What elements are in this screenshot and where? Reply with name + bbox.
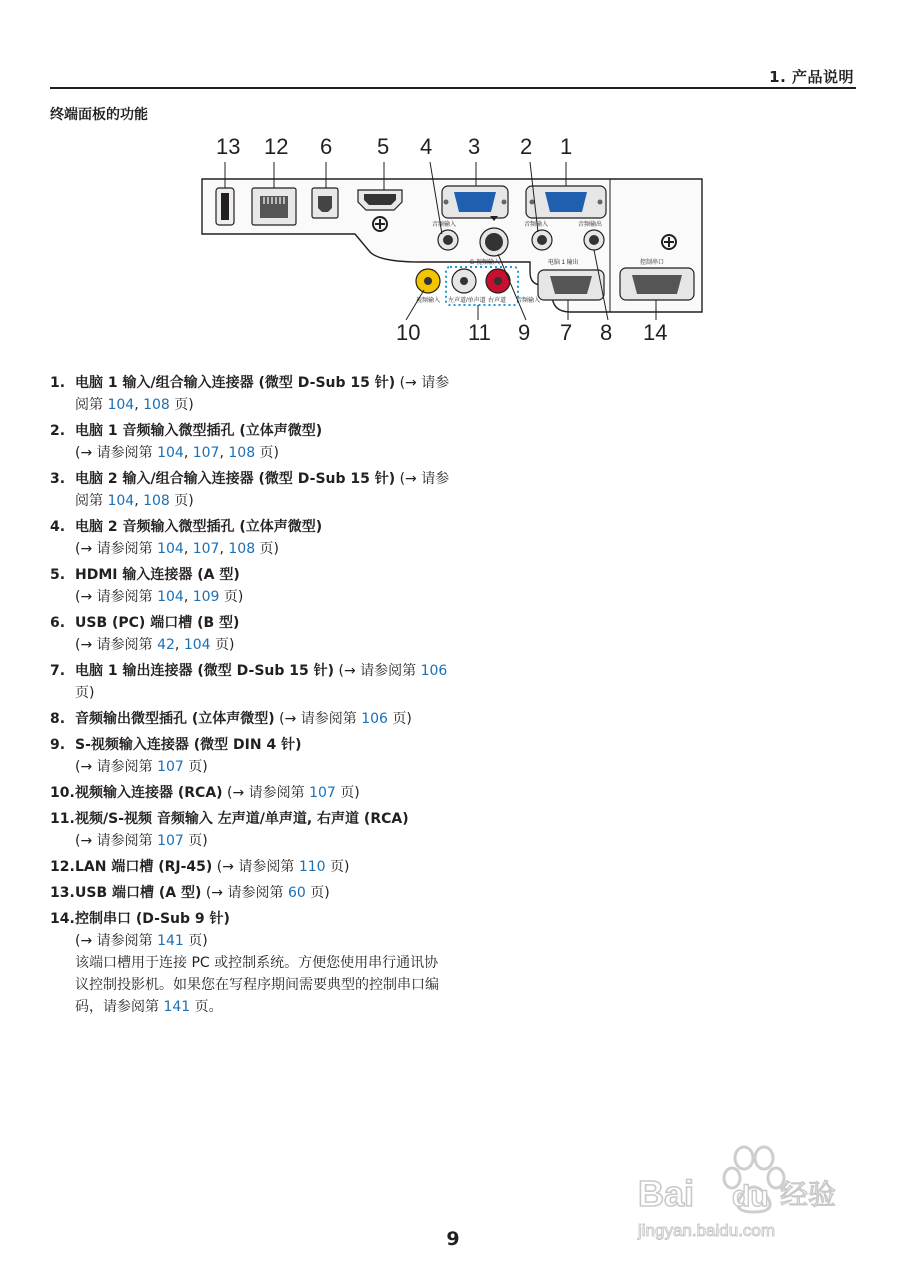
page-number: 9 xyxy=(446,1228,460,1250)
page-link[interactable]: 106 xyxy=(361,711,388,727)
page-link[interactable]: 60 xyxy=(287,885,306,901)
label-audio-in-right: 音频输入 xyxy=(524,222,549,228)
item-title: 电脑 2 音频输入微型插孔 (立体声微型) xyxy=(75,519,323,535)
item-ref-suffix: 页) xyxy=(387,711,412,727)
label-control-port: 控制串口 xyxy=(640,260,665,266)
item-number: 11. xyxy=(50,811,75,827)
panel-drawing xyxy=(180,130,740,355)
callout-4: 4 xyxy=(420,134,433,159)
item-number: 9. xyxy=(50,737,66,753)
item-number: 1. xyxy=(50,375,66,391)
callout-13: 13 xyxy=(216,134,241,159)
page-link[interactable]: 104 xyxy=(107,397,135,413)
page-link[interactable]: 108 xyxy=(143,493,170,509)
page-link[interactable]: 108 xyxy=(228,541,256,557)
item-ref-prefix: (→ 请参阅第 xyxy=(274,711,362,727)
item-ref-prefix: (→ 请参阅第 xyxy=(75,445,158,461)
page-link[interactable]: 109 xyxy=(192,589,220,605)
terminal-panel-figure xyxy=(180,130,740,355)
item-number: 7. xyxy=(50,663,66,679)
item-ref-prefix: (→ 请参阅第 xyxy=(201,885,288,901)
item-description: 该端口槽用于连接 PC 或控制系统。方便您使用串行通讯协议控制投影机。如果您在写程序期间需要典型的控制串口编码，请参阅第 xyxy=(75,955,439,1015)
item-number: 8. xyxy=(50,711,66,727)
page-link[interactable]: 107 xyxy=(192,445,220,461)
item-ref-prefix: (→ 请参阅第 xyxy=(75,637,158,653)
item-title: 视频输入连接器 (RCA) xyxy=(75,785,223,801)
item-title: HDMI 输入连接器 (A 型) xyxy=(75,567,240,583)
page-link[interactable]: 104 xyxy=(157,445,184,461)
feature-list xyxy=(50,372,450,1022)
feature-item xyxy=(50,612,450,656)
item-ref-suffix: 页) xyxy=(219,589,244,605)
page-link[interactable]: 110 xyxy=(298,859,326,875)
feature-item xyxy=(50,516,450,560)
page-link[interactable]: 42 xyxy=(157,637,175,653)
page-link[interactable]: 107 xyxy=(192,541,220,557)
item-body: 电脑 1 音频输入微型插孔 (立体声微型) (→ 请参阅第 104, 107, 108 页) xyxy=(75,423,323,461)
watermark-cn: 经验 xyxy=(780,1178,837,1211)
watermark-brand2: du xyxy=(732,1180,769,1213)
page-link[interactable]: 107 xyxy=(309,785,336,801)
watermark-url: jingyan.baidu.com xyxy=(638,1221,776,1240)
feature-item xyxy=(50,420,450,464)
item-ref-prefix: (→ 请参阅第 xyxy=(75,833,158,849)
page-link[interactable]: 106 xyxy=(420,663,448,679)
item-ref-suffix: 页) xyxy=(183,933,208,949)
item-number: 13. xyxy=(50,885,75,901)
item-number: 3. xyxy=(50,471,66,487)
item-body: 电脑 2 输入/组合输入连接器 (微型 D-Sub 15 针) (→ 请参阅第 104, 108 页) xyxy=(75,471,450,509)
item-body xyxy=(75,882,450,904)
callout-9: 9 xyxy=(518,320,531,345)
hdmi-socket xyxy=(364,194,396,205)
item-ref-prefix: (→ 请参阅第 xyxy=(75,759,158,775)
item-title: 电脑 1 音频输入微型插孔 (立体声微型) xyxy=(75,423,323,439)
feature-item xyxy=(50,708,450,730)
feature-item xyxy=(50,468,450,512)
page-link[interactable]: 108 xyxy=(228,445,256,461)
label-video-in: 视频输入 xyxy=(416,298,441,304)
callout-1: 1 xyxy=(560,134,573,159)
computer2-in-socket xyxy=(454,192,496,212)
item-title: 视频/S-视频 音频输入 左声道/单声道, 右声道 (RCA) xyxy=(75,811,409,827)
item-body xyxy=(75,856,450,878)
item-body: 电脑 2 音频输入微型插孔 (立体声微型) (→ 请参阅第 104, 107, 108 页) xyxy=(75,519,323,557)
feature-item xyxy=(50,660,450,704)
page-link[interactable]: 107 xyxy=(157,833,184,849)
item-body: 电脑 1 输入/组合输入连接器 (微型 D-Sub 15 针) (→ 请参阅第 104, 108 页) xyxy=(75,375,450,413)
item-ref-prefix: (→ 请参阅第 xyxy=(75,471,450,509)
feature-item xyxy=(50,782,450,804)
item-ref-suffix: 页) xyxy=(335,785,360,801)
item-title: S-视频输入连接器 (微型 DIN 4 针) xyxy=(75,737,302,753)
watermark-brand: Bai xyxy=(638,1173,695,1214)
callout-8: 8 xyxy=(600,320,613,345)
callout-6: 6 xyxy=(320,134,333,159)
feature-item xyxy=(50,734,450,778)
item-ref-prefix: (→ 请参阅第 xyxy=(334,663,421,679)
item-title: 控制串口 (D-Sub 9 针) xyxy=(75,911,230,927)
item-body xyxy=(75,782,450,804)
item-ref-suffix: 页) xyxy=(255,445,280,461)
callout-12: 12 xyxy=(264,134,289,159)
item-ref-suffix: 页) xyxy=(169,397,194,413)
item-ref-prefix: (→ 请参阅第 xyxy=(212,859,299,875)
item-ref-suffix: 页) xyxy=(305,885,330,901)
item-number: 6. xyxy=(50,615,66,631)
item-ref-suffix: 页) xyxy=(75,685,95,701)
computer1-in-socket xyxy=(545,192,587,212)
control-socket xyxy=(632,275,682,294)
item-ref-suffix: 页) xyxy=(183,833,208,849)
item-ref-suffix: 页) xyxy=(325,859,350,875)
item-number: 14. xyxy=(50,911,75,927)
callout-3: 3 xyxy=(468,134,481,159)
label-audio-in-left: 音频输入 xyxy=(432,222,457,228)
feature-item xyxy=(50,808,450,852)
page-link[interactable]: 107 xyxy=(157,759,184,775)
label-audio-in-bottom: 音频输入 xyxy=(516,298,541,304)
page-link[interactable]: 141 xyxy=(157,933,184,949)
item-number: 2. xyxy=(50,423,66,439)
label-audio-out: 音频输出 xyxy=(578,222,603,228)
item-body: HDMI 输入连接器 (A 型) (→ 请参阅第 104, 109 页) xyxy=(75,567,244,605)
section-title: 终端面板的功能 xyxy=(50,107,148,123)
page-link[interactable]: 104 xyxy=(157,541,184,557)
computer1-out-socket xyxy=(550,276,592,294)
item-description-end: 页。 xyxy=(190,999,223,1015)
item-title: USB (PC) 端口槽 (B 型) xyxy=(75,615,240,631)
item-ref-prefix: (→ 请参阅第 xyxy=(75,933,158,949)
item-ref-prefix: (→ 请参阅第 xyxy=(222,785,310,801)
item-body xyxy=(75,808,450,852)
page-link[interactable]: 108 xyxy=(143,397,170,413)
item-title: 电脑 1 输入/组合输入连接器 (微型 D-Sub 15 针) xyxy=(75,375,396,391)
usb-b-socket xyxy=(318,196,332,212)
callout-11: 11 xyxy=(468,320,491,345)
label-right: 右声道 xyxy=(488,298,507,304)
item-title: 音频输出微型插孔 (立体声微型) xyxy=(75,711,275,727)
item-ref-prefix: (→ 请参阅第 xyxy=(75,589,158,605)
page-link[interactable]: 141 xyxy=(163,999,191,1015)
feature-item xyxy=(50,372,450,416)
feature-item xyxy=(50,908,450,1018)
item-body xyxy=(75,708,450,730)
feature-item xyxy=(50,564,450,608)
label-svideo-in: S-视频输入 xyxy=(470,260,501,266)
item-body xyxy=(75,734,450,778)
item-title: USB 端口槽 (A 型) xyxy=(75,885,202,901)
label-left-mono: 左声道/单声道 xyxy=(448,298,486,304)
callout-10: 10 xyxy=(396,320,421,345)
usb-a-slot xyxy=(221,193,229,220)
label-computer1-out: 电脑 1 输出 xyxy=(548,260,579,266)
callout-5: 5 xyxy=(377,134,390,159)
callout-2: 2 xyxy=(520,134,533,159)
item-title: LAN 端口槽 (RJ-45) xyxy=(75,859,213,875)
page-link[interactable]: 104 xyxy=(183,637,211,653)
item-ref-prefix: (→ 请参阅第 xyxy=(75,541,158,557)
chapter-header: 1. 产品说明 xyxy=(769,68,854,86)
item-ref-suffix: 页) xyxy=(210,637,235,653)
item-title: 电脑 2 输入/组合输入连接器 (微型 D-Sub 15 针) xyxy=(75,471,396,487)
feature-item xyxy=(50,856,450,878)
item-title: 电脑 1 输出连接器 (微型 D-Sub 15 针) xyxy=(75,663,335,679)
item-ref-suffix: 页) xyxy=(183,759,208,775)
feature-item xyxy=(50,882,450,904)
page-link[interactable]: 104 xyxy=(157,589,184,605)
item-number: 5. xyxy=(50,567,66,583)
item-ref-suffix: 页) xyxy=(169,493,194,509)
item-number: 4. xyxy=(50,519,66,535)
page-link[interactable]: 104 xyxy=(107,493,135,509)
item-body xyxy=(75,908,450,1018)
item-number: 10. xyxy=(50,785,75,801)
item-ref-suffix: 页) xyxy=(255,541,280,557)
callout-7: 7 xyxy=(560,320,573,345)
item-number: 12. xyxy=(50,859,75,875)
header-rule xyxy=(50,87,856,89)
item-body xyxy=(75,660,450,704)
item-body: USB (PC) 端口槽 (B 型) (→ 请参阅第 42, 104 页) xyxy=(75,615,240,653)
item-ref-prefix: (→ 请参阅第 xyxy=(75,375,450,413)
callout-14: 14 xyxy=(643,320,668,345)
